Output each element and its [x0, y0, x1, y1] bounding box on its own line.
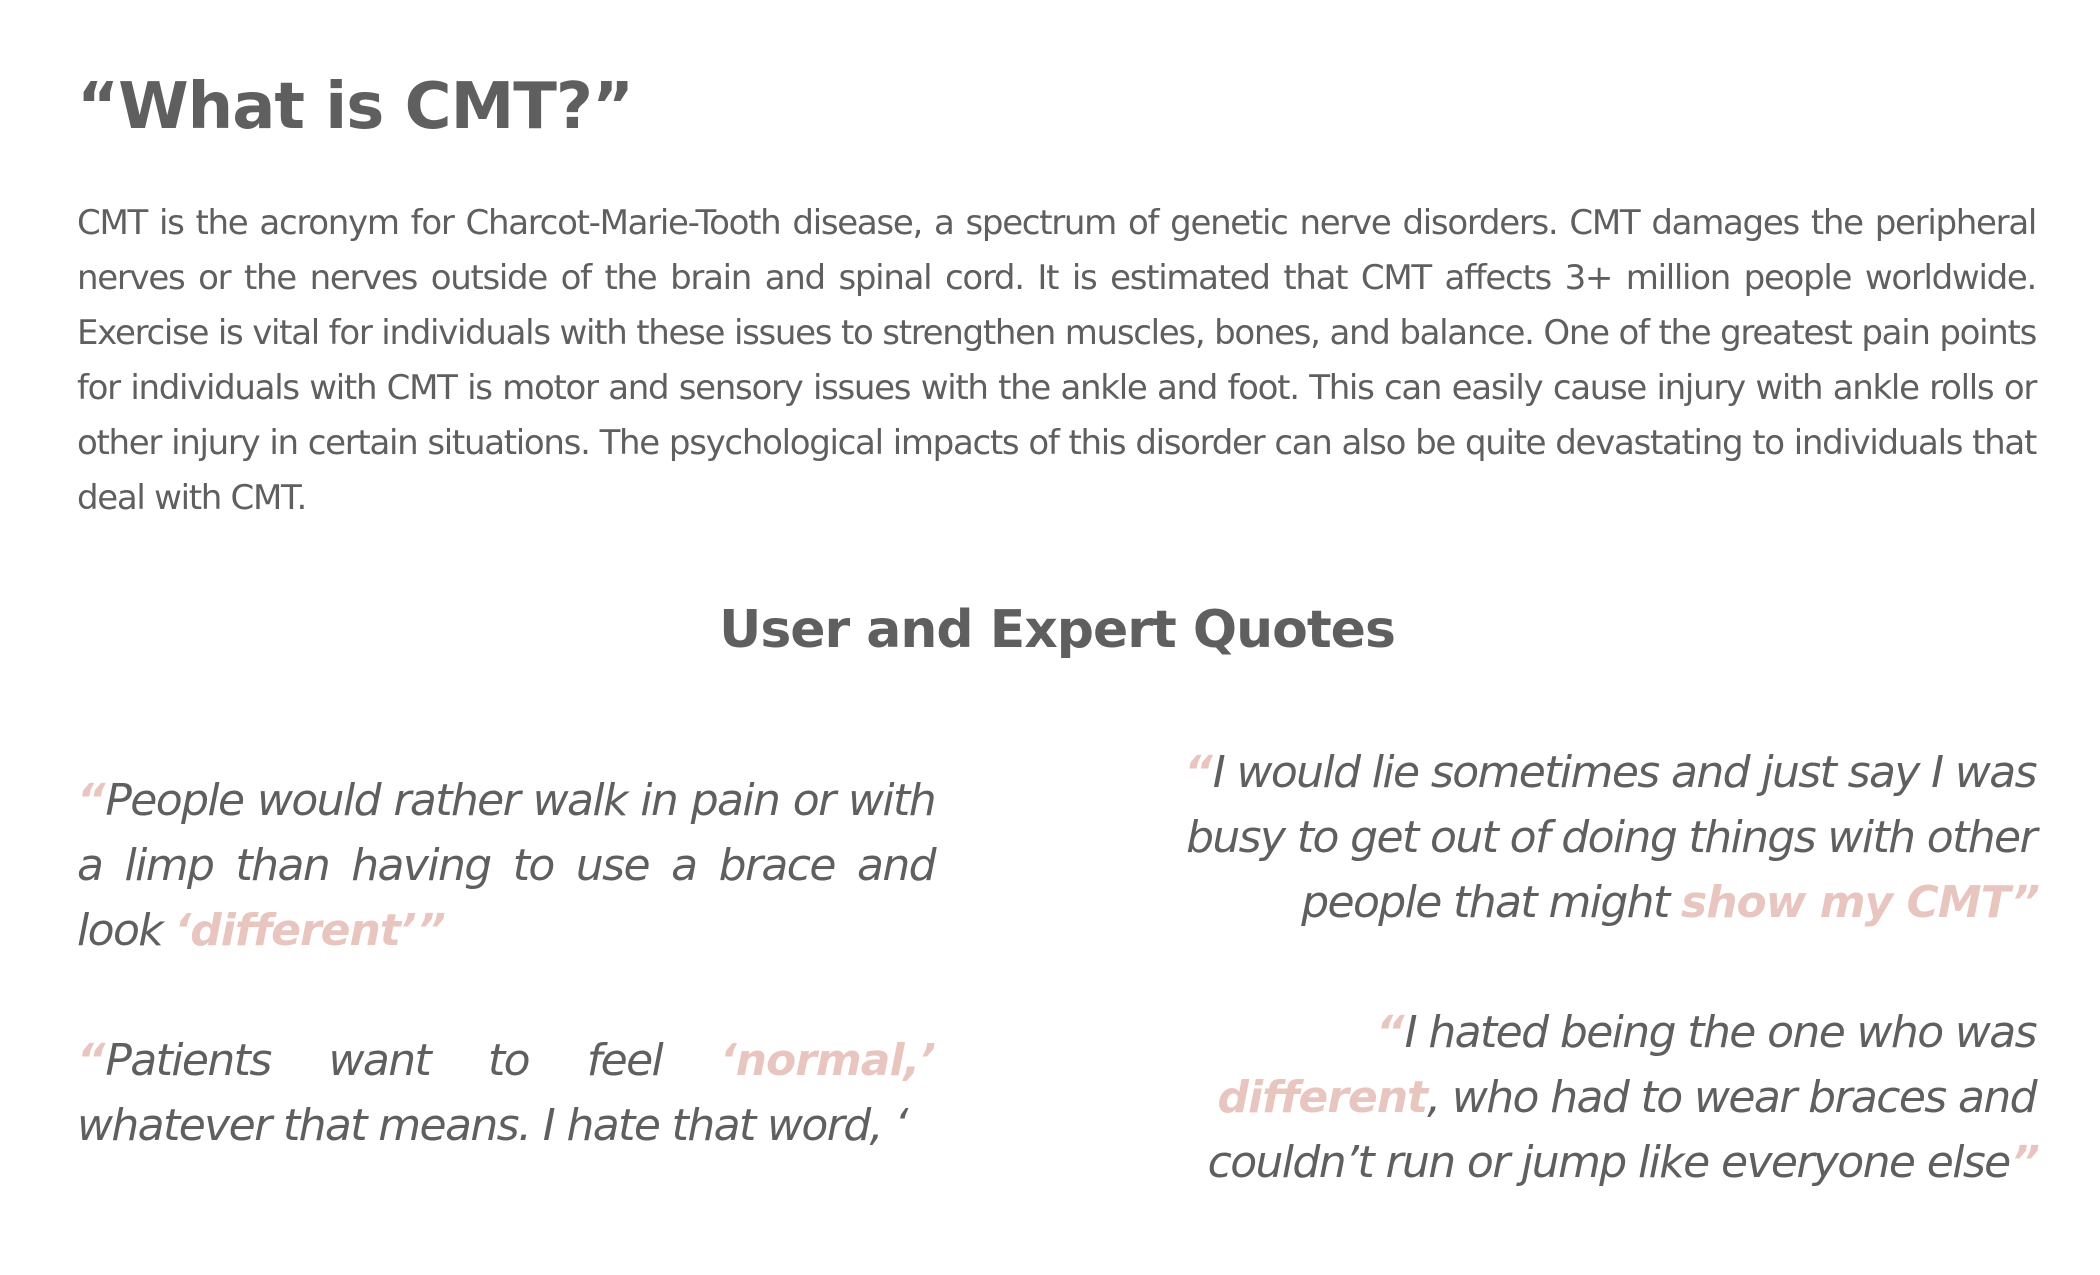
quote-text-after: , who had to wear braces and couldn’t run or jump like everyone else — [1207, 1072, 2036, 1188]
quote-text-after: whatever that means. I hate that word, ‘ — [77, 1100, 907, 1151]
open-quote-mark: “ — [77, 775, 102, 826]
quote-text: Patients want to feel — [105, 1035, 720, 1086]
close-quote-mark: ” — [417, 905, 442, 956]
intro-paragraph: CMT is the acronym for Charcot-Marie-Tooth disease, a spectrum of genetic nerve disorders. CMT damages the peripheral nerves or the nerves outside of the brain and spinal cord. It is estimated that CMT affects 3+ million people worldwide. Exercise is vital for individuals with these issues to strengthen muscles, bones, and balance. One of the greatest pain points for individuals with CMT is motor and sensory issues with the ankle and foot. This can easily cause injury with ankle rolls or other injury in certain situations. The psychological impacts of this disorder can also be quite devastating to individuals that deal with CMT. — [77, 203, 2036, 518]
quote-block — [1174, 1000, 2036, 1195]
quote-highlight: ‘normal,’ — [719, 1035, 935, 1086]
close-quote-mark: ” — [2011, 877, 2036, 928]
section-heading: User and Expert Quotes — [719, 600, 1395, 660]
quote-block — [1174, 740, 2036, 935]
quote-text: People would rather walk in pain or with a limp than having to use a brace and look — [77, 775, 935, 956]
quote-highlight: different — [1217, 1072, 1428, 1123]
quote-text: I would lie sometimes and just say I was busy to get out of doing things with other people that might — [1186, 747, 2036, 928]
page-title: “What is CMT?” — [77, 70, 634, 144]
close-quote-mark: ” — [2011, 1137, 2036, 1188]
quote-highlight: ‘different’ — [174, 905, 416, 956]
quote-block — [77, 1028, 935, 1158]
quote-block — [77, 768, 935, 963]
quote-text: I hated being the one who was — [1404, 1007, 2036, 1058]
quote-highlight: show my CMT — [1681, 877, 2010, 928]
open-quote-mark: “ — [1184, 747, 1209, 798]
open-quote-mark: “ — [1376, 1007, 1401, 1058]
open-quote-mark: “ — [77, 1035, 102, 1086]
